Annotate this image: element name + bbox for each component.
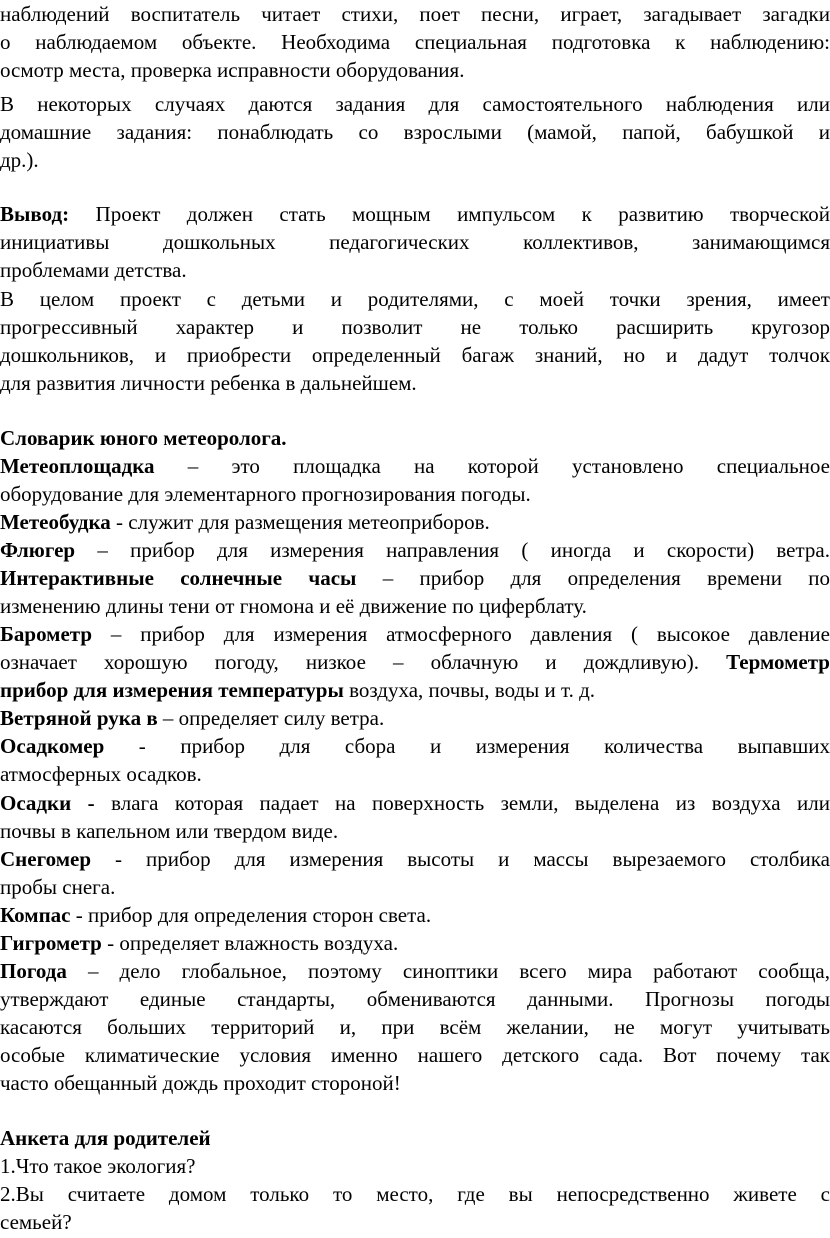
text-line: атмосферных осадков. bbox=[0, 762, 202, 786]
glossary-definition: - прибор для определения сторон света. bbox=[70, 903, 432, 927]
text-line: пробы снега. bbox=[0, 875, 116, 899]
glossary-definition: влага которая падает на поверхность земли, выделена из воздуха или bbox=[94, 791, 830, 815]
heading-text: Словарик юного метеоролога. bbox=[0, 426, 287, 450]
glossary-heading bbox=[0, 425, 287, 452]
glossary-term: Осадкомер bbox=[0, 734, 105, 758]
glossary-definition: - служит для размещения метеоприборов. bbox=[110, 510, 490, 534]
conclusion-line bbox=[0, 201, 830, 228]
text-line: дошкольников, и приобрести определенный багаж знаний, но и дадут толчок bbox=[0, 343, 830, 367]
text-line: для развития личности ребенка в дальнейшем. bbox=[0, 371, 417, 395]
glossary-definition: – это площадка на которой установлено специальное bbox=[154, 454, 830, 478]
glossary-entry bbox=[0, 930, 398, 957]
glossary-definition: – прибор для определения времени по bbox=[356, 566, 830, 590]
glossary-definition: - прибор для сбора и измерения количества выпавших bbox=[104, 734, 830, 758]
glossary-entry bbox=[0, 958, 830, 985]
survey-heading bbox=[0, 1125, 211, 1152]
glossary-entry bbox=[0, 790, 830, 817]
glossary-entry bbox=[0, 621, 830, 648]
glossary-term: Интерактивные солнечные часы bbox=[0, 566, 357, 590]
text-line: особые климатические условия именно нашего детского сада. Вот почему так bbox=[0, 1043, 830, 1067]
glossary-entry bbox=[0, 705, 384, 732]
glossary-term: Осадки - bbox=[0, 791, 95, 815]
glossary-entry bbox=[0, 733, 830, 760]
glossary-definition: – дело глобальное, поэтому синоптики всего мира работают сообща, bbox=[66, 959, 830, 983]
glossary-definition: – прибор для измерения направления ( иногда и скорости) ветра. bbox=[75, 538, 830, 562]
glossary-term: Погода bbox=[0, 959, 67, 983]
text-line: утверждают единые стандарты, обмениваются данными. Прогнозы погоды bbox=[0, 987, 830, 1011]
text-line: о наблюдаемом объекте. Необходима специальная подготовка к наблюдению: bbox=[0, 30, 830, 54]
glossary-term: прибор для измерения температуры bbox=[0, 678, 344, 702]
glossary-term: Снегомер bbox=[0, 847, 92, 871]
glossary-term: Гигрометр bbox=[0, 931, 102, 955]
glossary-definition: – прибор для измерения атмосферного давления ( высокое давление bbox=[92, 622, 830, 646]
glossary-definition: воздуха, почвы, воды и т. д. bbox=[343, 678, 596, 702]
conclusion-label: Вывод: bbox=[0, 202, 70, 226]
glossary-entry bbox=[0, 537, 830, 564]
text-line: др.). bbox=[0, 148, 39, 172]
glossary-definition: - прибор для измерения высоты и массы вырезаемого столбика bbox=[91, 847, 830, 871]
glossary-term: Флюгер bbox=[0, 538, 76, 562]
glossary-term: Термометр bbox=[726, 650, 830, 674]
text-line: семьей? bbox=[0, 1210, 72, 1234]
glossary-term: Компас bbox=[0, 903, 71, 927]
survey-question: 2.Вы считаете домом только то место, где вы непосредственно живете с bbox=[0, 1182, 830, 1206]
text-line: оборудование для элементарного прогнозирования погоды. bbox=[0, 482, 531, 506]
text-line: В целом проект с детьми и родителями, с моей точки зрения, имеет bbox=[0, 287, 830, 311]
glossary-entry bbox=[0, 677, 595, 704]
text-line: наблюдений воспитатель читает стихи, поет песни, играет, загадывает загадки bbox=[0, 2, 830, 26]
text-line: осмотр места, проверка исправности оборудования. bbox=[0, 58, 465, 82]
glossary-definition: – определяет силу ветра. bbox=[157, 706, 385, 730]
text-line: касаются больших территорий и, при всём желании, не могут учитывать bbox=[0, 1015, 830, 1039]
text-line: В некоторых случаях даются задания для самостоятельного наблюдения или bbox=[0, 92, 830, 116]
glossary-entry bbox=[0, 902, 431, 929]
text-line: часто обещанный дождь проходит стороной! bbox=[0, 1071, 401, 1095]
glossary-entry bbox=[0, 649, 830, 676]
glossary-entry bbox=[0, 846, 830, 873]
glossary-term: Метеоплощадка bbox=[0, 454, 155, 478]
glossary-entry bbox=[0, 565, 830, 592]
glossary-definition: - определяет влажность воздуха. bbox=[101, 931, 399, 955]
glossary-term: Ветряной рука в bbox=[0, 706, 158, 730]
text-span: Проект должен стать мощным импульсом к развитию творческой bbox=[69, 202, 830, 226]
glossary-entry bbox=[0, 509, 490, 536]
text-line: инициативы дошкольных педагогических коллективов, занимающимся bbox=[0, 230, 830, 254]
glossary-term: Барометр bbox=[0, 622, 93, 646]
text-line: проблемами детства. bbox=[0, 258, 187, 282]
glossary-definition: означает хорошую погоду, низкое – облачную и дождливую). bbox=[0, 650, 727, 674]
text-line: домашние задания: понаблюдать со взрослыми (мамой, папой, бабушкой и bbox=[0, 120, 830, 144]
survey-question: 1.Что такое экология? bbox=[0, 1154, 196, 1178]
glossary-entry bbox=[0, 453, 830, 480]
glossary-term: Метеобудка bbox=[0, 510, 111, 534]
text-line: прогрессивный характер и позволит не только расширить кругозор bbox=[0, 315, 830, 339]
text-line: изменению длины тени от гномона и её движение по циферблату. bbox=[0, 594, 587, 618]
heading-text: Анкета для родителей bbox=[0, 1126, 211, 1150]
text-line: почвы в капельном или твердом виде. bbox=[0, 819, 339, 843]
